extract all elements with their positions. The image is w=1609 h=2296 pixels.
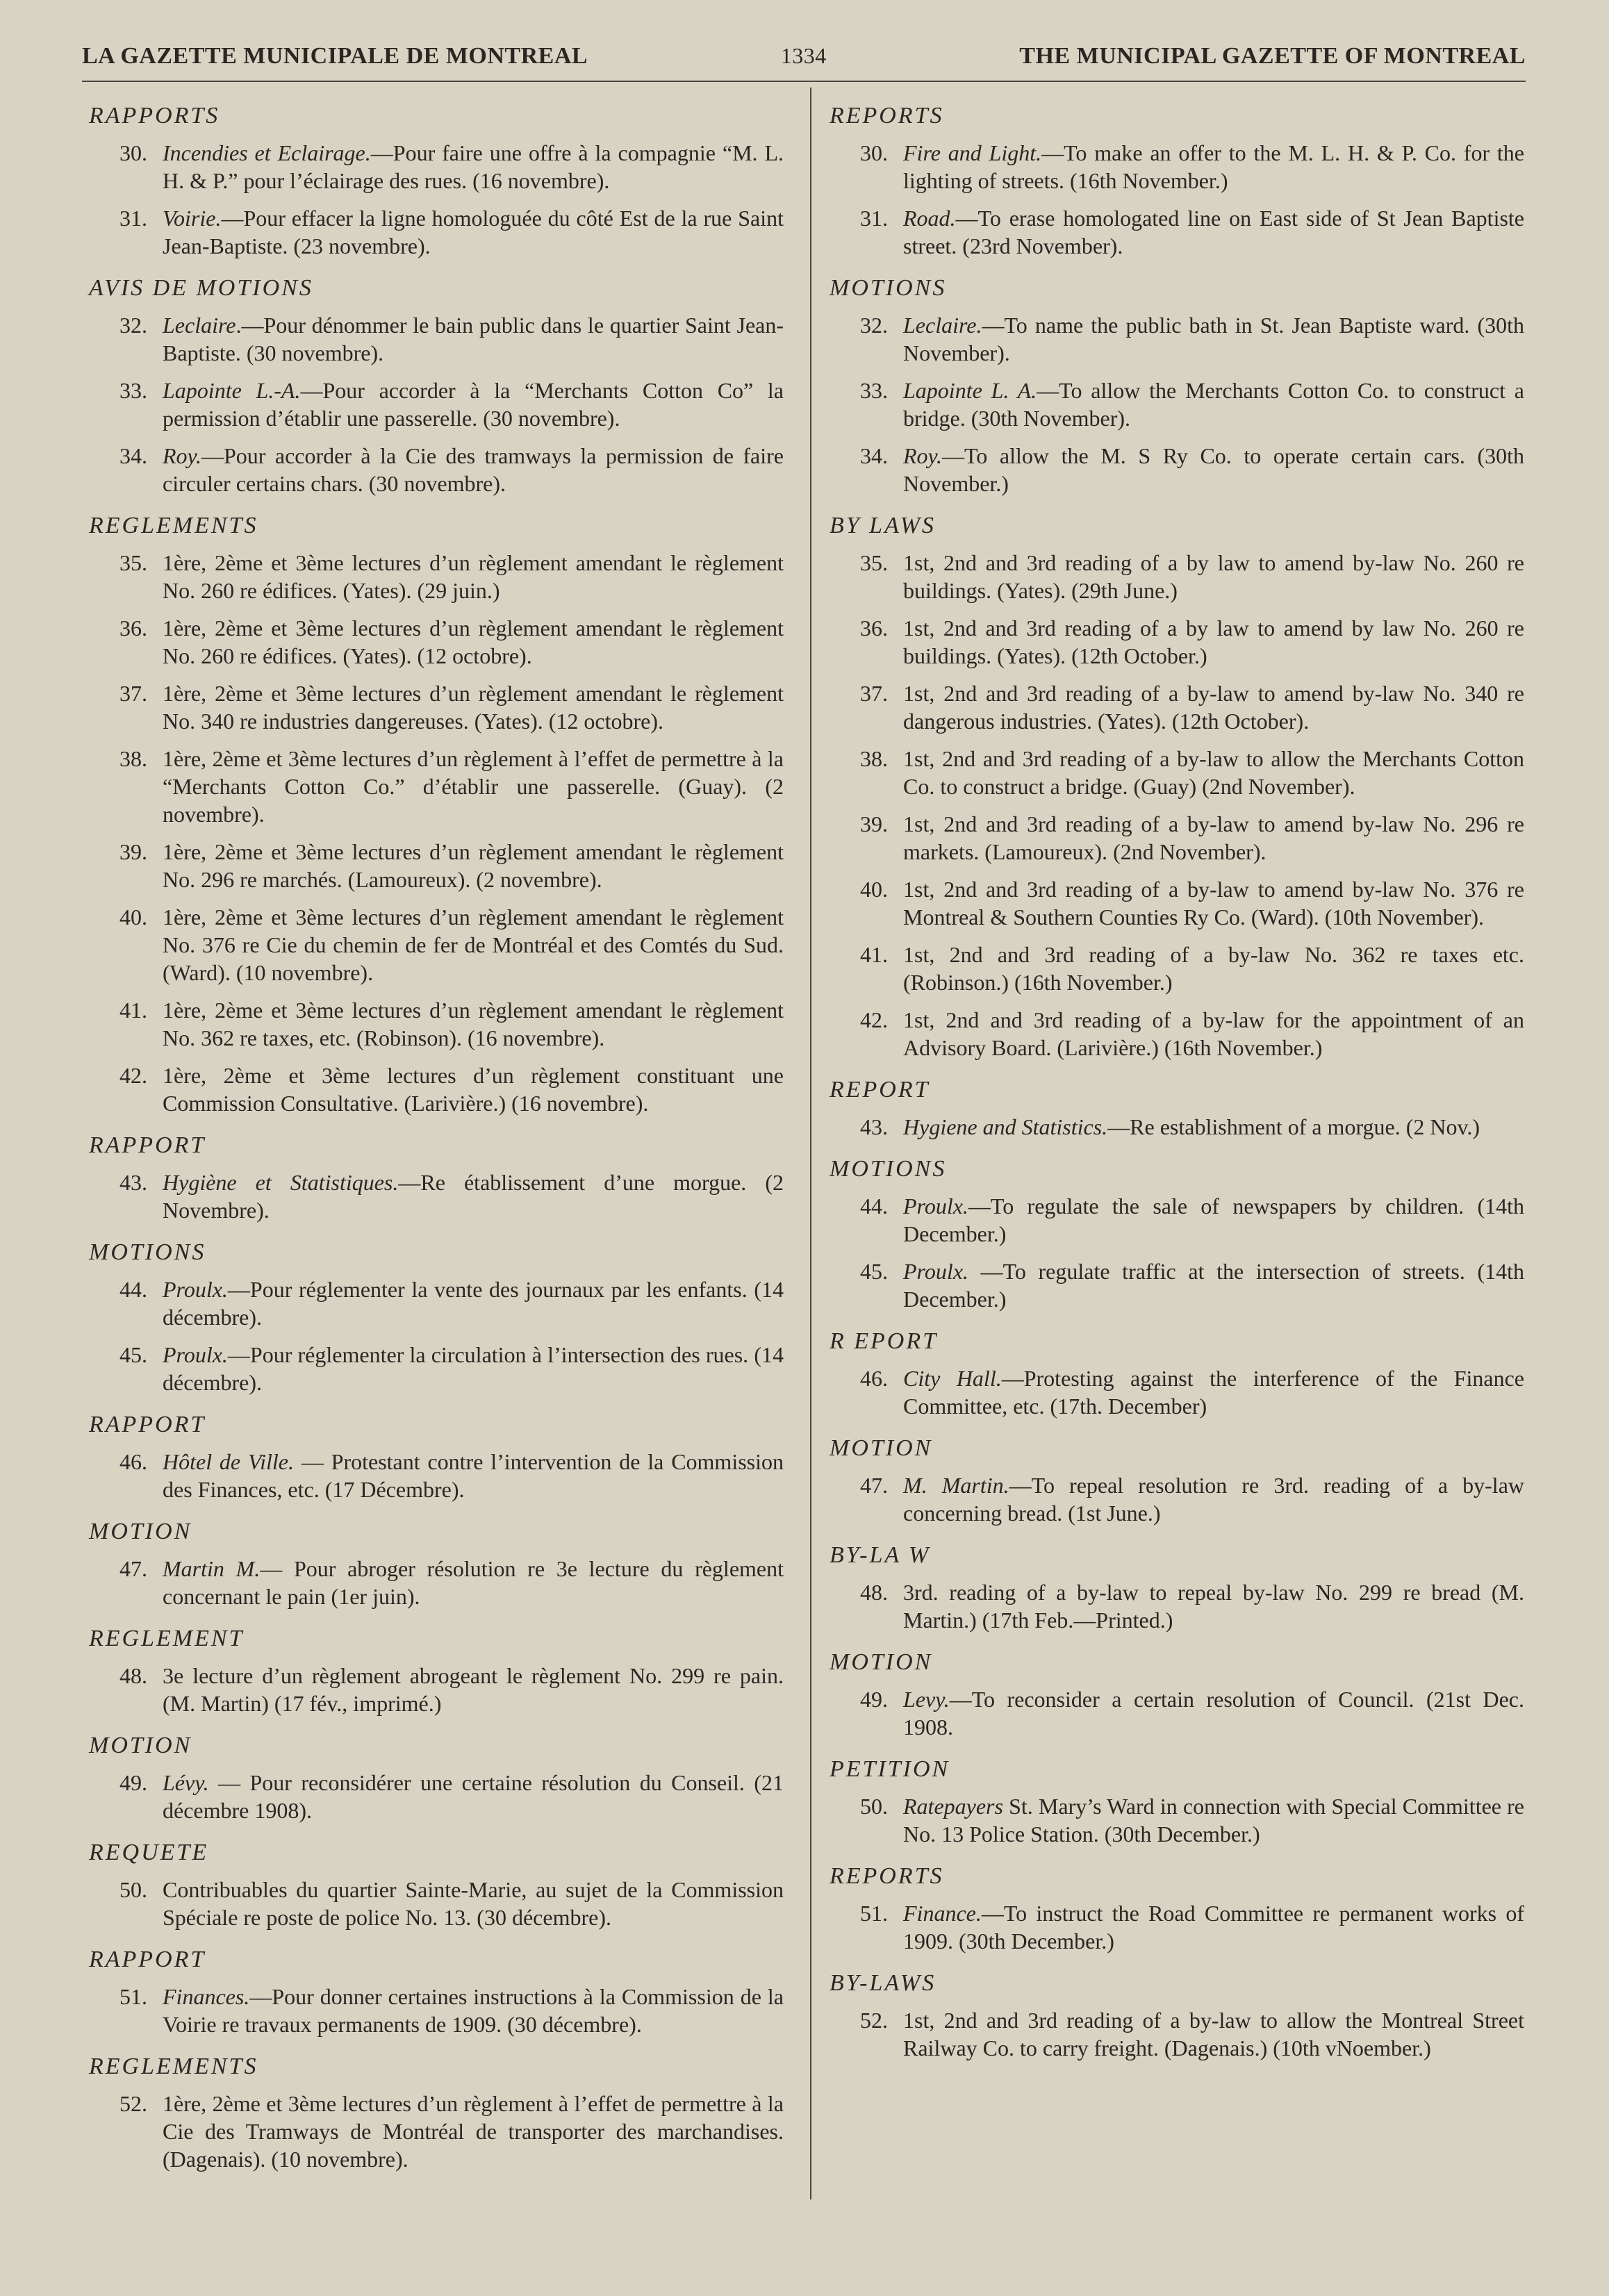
item-subject: Roy. xyxy=(163,443,201,468)
item-text xyxy=(163,903,784,986)
item-number: 46. xyxy=(860,1366,888,1391)
agenda-item xyxy=(82,377,784,432)
agenda-item xyxy=(823,1364,1524,1420)
item-number: 45. xyxy=(119,1342,147,1367)
item-body: 1st, 2nd and 3rd reading of a by-law to amend by-law No. 296 re markets. (Lamoureux). (2nd November). xyxy=(903,811,1524,864)
item-number: 49. xyxy=(860,1687,888,1712)
item-body: —Pour réglementer la vente des journaux par les enfants. (14 décembre). xyxy=(163,1277,784,1330)
item-number: 48. xyxy=(119,1663,147,1688)
item-number: 31. xyxy=(860,206,888,231)
agenda-item xyxy=(82,838,784,893)
section-title: REPORTS xyxy=(830,1863,944,1889)
item-text xyxy=(903,204,1524,260)
item-number: 51. xyxy=(119,1984,147,2009)
agenda-item xyxy=(82,679,784,735)
item-subject: Finances. xyxy=(163,1984,250,2009)
agenda-item xyxy=(823,311,1524,367)
section-title: BY LAWS xyxy=(830,513,936,538)
item-subject: Road. xyxy=(903,206,956,231)
agenda-item xyxy=(823,745,1524,800)
section-title: RAPPORT xyxy=(89,1132,206,1158)
page-header xyxy=(82,43,1526,82)
item-number: 30. xyxy=(119,140,147,165)
agenda-item xyxy=(82,139,784,195)
item-body: 1ère, 2ème et 3ème lectures d’un règlement constituant une Commission Consultative. (Larivière.) (16 novembre). xyxy=(163,1063,784,1116)
item-text xyxy=(903,1685,1524,1741)
agenda-item xyxy=(82,2090,784,2173)
item-number: 46. xyxy=(119,1449,147,1474)
agenda-item xyxy=(823,139,1524,195)
item-number: 32. xyxy=(860,313,888,338)
item-text xyxy=(903,549,1524,604)
item-number: 42. xyxy=(119,1063,147,1088)
item-subject: Voirie. xyxy=(163,206,222,231)
item-body: —To repeal resolution re 3rd. reading of a by-law concerning bread. (1st June.) xyxy=(903,1473,1525,1526)
agenda-item xyxy=(823,377,1524,432)
item-number: 33. xyxy=(119,378,147,403)
agenda-item xyxy=(823,810,1524,866)
item-text xyxy=(163,1769,784,1824)
item-text xyxy=(163,204,784,260)
item-body: 1st, 2nd and 3rd reading of a by-law to allow the Montreal Street Railway Co. to carry freight. (Dagenais.) (10th vNoember.) xyxy=(903,2008,1524,2060)
item-body: 1ère, 2ème et 3ème lectures d’un règlement amendant le règlement No. 260 re édifices. (Yates). (29 juin.) xyxy=(163,550,784,603)
item-number: 48. xyxy=(860,1580,888,1605)
section-title: PETITION xyxy=(830,1756,950,1782)
item-body: 1ère, 2ème et 3ème lectures d’un règlement amendant le règlement No. 340 re industries dangereuses. (Yates). (12 octobre). xyxy=(163,681,784,734)
agenda-item xyxy=(82,1275,784,1331)
item-body: —To instruct the Road Committee re permanent works of 1909. (30th December.) xyxy=(903,1901,1524,1954)
item-text xyxy=(903,1192,1524,1248)
item-text xyxy=(903,1471,1524,1527)
item-text xyxy=(163,1341,784,1396)
item-body: 1ère, 2ème et 3ème lectures d’un règlement à l’effet de permettre à la Cie des Tramways de Montréal de transporter des marchandises. (Dagenais). (10 novembre). xyxy=(163,2091,784,2172)
item-number: 33. xyxy=(860,378,888,403)
item-number: 37. xyxy=(119,681,147,706)
section-title: MOTIONS xyxy=(830,1156,947,1182)
agenda-item xyxy=(82,549,784,604)
agenda-item xyxy=(823,1899,1524,1955)
item-number: 32. xyxy=(119,313,147,338)
section-title: BY-LA W xyxy=(830,1542,931,1568)
page-number: 1334 xyxy=(780,43,827,68)
section-title: REPORT xyxy=(830,1077,930,1102)
item-body: 1st, 2nd and 3rd reading of a by-law No. 362 re taxes etc. (Robinson.) (16th November.) xyxy=(903,942,1524,995)
agenda-item xyxy=(82,903,784,986)
item-number: 47. xyxy=(860,1473,888,1498)
item-body: —To regulate the sale of newspapers by children. (14th December.) xyxy=(903,1194,1524,1246)
item-text xyxy=(163,1662,784,1717)
item-number: 51. xyxy=(860,1901,888,1926)
item-body: 1st, 2nd and 3rd reading of a by law to amend by law No. 260 re buildings. (Yates). (12th October.) xyxy=(903,616,1524,668)
item-text xyxy=(903,1006,1524,1062)
item-body: 1ère, 2ème et 3ème lectures d’un règlement amendant le règlement No. 260 re édifices. (Yates). (12 octobre). xyxy=(163,616,784,668)
column-divider xyxy=(810,88,811,2199)
section-title: RAPPORT xyxy=(89,1412,206,1437)
section-title: BY-LAWS xyxy=(830,1970,936,1996)
item-text xyxy=(903,1113,1524,1141)
item-number: 31. xyxy=(119,206,147,231)
section-title: MOTIONS xyxy=(89,1239,206,1265)
item-text xyxy=(163,1275,784,1331)
item-subject: Leclaire. xyxy=(903,313,982,338)
item-number: 34. xyxy=(860,443,888,468)
item-text xyxy=(903,1257,1524,1313)
item-text xyxy=(163,2090,784,2173)
item-body: St. Mary’s Ward in connection with Special Committee re No. 13 Police Station. (30th December.) xyxy=(903,1794,1524,1847)
agenda-item xyxy=(823,941,1524,996)
item-subject: Fire and Light. xyxy=(903,140,1042,165)
french-column xyxy=(82,88,800,2183)
section-title: REGLEMENT xyxy=(89,1626,245,1651)
agenda-item xyxy=(823,1685,1524,1741)
item-text xyxy=(903,1899,1524,1955)
item-text xyxy=(903,810,1524,866)
item-body: —Pour accorder à la “Merchants Cotton Co” la permission d’établir une passerelle. (30 novembre). xyxy=(163,378,784,431)
agenda-item xyxy=(823,442,1524,497)
item-body: —Pour faire une offre à la compagnie “M. L. H. & P.” pour l’éclairage des rues. (16 novembre). xyxy=(163,140,784,193)
agenda-item xyxy=(82,311,784,367)
item-subject: Finance. xyxy=(903,1901,982,1926)
agenda-item xyxy=(823,1113,1524,1141)
item-subject: Leclaire xyxy=(163,313,236,338)
section-title: RAPPORT xyxy=(89,1947,206,1972)
item-text xyxy=(903,139,1524,195)
item-number: 38. xyxy=(860,746,888,771)
agenda-item xyxy=(82,1341,784,1396)
item-body: Contribuables du quartier Sainte-Marie, au sujet de la Commission Spéciale re poste de police No. 13. (30 décembre). xyxy=(163,1877,784,1930)
item-subject: Proulx. xyxy=(163,1277,228,1302)
agenda-item xyxy=(823,2006,1524,2062)
item-text xyxy=(903,311,1524,367)
agenda-item xyxy=(82,1448,784,1503)
item-body: —Pour donner certaines instructions à la Commission de la Voirie re travaux permanents de 1909. (30 décembre). xyxy=(163,1984,784,2037)
agenda-item xyxy=(82,996,784,1052)
item-number: 50. xyxy=(860,1794,888,1819)
item-text xyxy=(903,442,1524,497)
agenda-item xyxy=(823,1792,1524,1848)
agenda-item xyxy=(823,204,1524,260)
agenda-item xyxy=(823,1006,1524,1062)
item-body: 1st, 2nd and 3rd reading of a by-law for the appointment of an Advisory Board. (Larivière.) (16th November.) xyxy=(903,1007,1524,1060)
item-number: 44. xyxy=(860,1194,888,1219)
item-text xyxy=(163,614,784,670)
item-number: 40. xyxy=(860,877,888,902)
item-body: 1ère, 2ème et 3ème lectures d’un règlement amendant le règlement No. 296 re marchés. (Lamoureux). (2 novembre). xyxy=(163,839,784,892)
item-number: 37. xyxy=(860,681,888,706)
item-body: —To allow the Merchants Cotton Co. to construct a bridge. (30th November). xyxy=(903,378,1525,431)
item-number: 35. xyxy=(119,550,147,575)
item-text xyxy=(163,549,784,604)
item-text xyxy=(163,1062,784,1117)
item-body: —To reconsider a certain resolution of Council. (21st Dec. 1908. xyxy=(903,1687,1524,1740)
item-number: 35. xyxy=(860,550,888,575)
item-body: 1ère, 2ème et 3ème lectures d’un règlement à l’effet de permettre à la “Merchants Cotton Co.” d’établir une passerelle. (Guay). (2 novembre). xyxy=(163,746,784,827)
section-title: REGLEMENTS xyxy=(89,2054,258,2079)
item-subject: Ratepayers xyxy=(903,1794,1003,1819)
item-subject: Lapointe L.-A. xyxy=(163,378,301,403)
item-number: 45. xyxy=(860,1259,888,1284)
item-number: 44. xyxy=(119,1277,147,1302)
item-subject: Lapointe L. A. xyxy=(903,378,1037,403)
item-body: 1st, 2nd and 3rd reading of a by-law to amend by-law No. 340 re dangerous industries. (Yates). (12th October). xyxy=(903,681,1524,734)
item-number: 39. xyxy=(860,811,888,836)
item-subject: Incendies et Eclairage. xyxy=(163,140,371,165)
item-subject: Proulx. xyxy=(903,1194,968,1219)
item-body: —To name the public bath in St. Jean Baptiste ward. (30th November). xyxy=(903,313,1524,365)
item-body: 1st, 2nd and 3rd reading of a by-law to allow the Merchants Cotton Co. to construct a bridge. (Guay) (2nd November). xyxy=(903,746,1524,799)
item-body: 1st, 2nd and 3rd reading of a by-law to amend by-law No. 376 re Montreal & Southern Counties Ry Co. (Ward). (10th November). xyxy=(903,877,1524,930)
item-body: —To make an offer to the M. L. H. & P. Co. for the lighting of streets. (16th November.) xyxy=(903,140,1525,193)
item-text xyxy=(163,1555,784,1610)
section-title: MOTIONS xyxy=(830,275,947,301)
item-number: 36. xyxy=(860,616,888,641)
item-subject: City Hall. xyxy=(903,1366,1002,1391)
item-text xyxy=(903,1364,1524,1420)
section-title: RAPPORTS xyxy=(89,103,220,129)
header-title-english: THE MUNICIPAL GAZETTE OF MONTREAL xyxy=(1019,43,1526,69)
section-title: REQUETE xyxy=(89,1840,209,1865)
agenda-item xyxy=(823,549,1524,604)
item-text xyxy=(163,1168,784,1224)
item-text xyxy=(163,442,784,497)
item-number: 49. xyxy=(119,1770,147,1795)
item-number: 52. xyxy=(860,2008,888,2033)
item-text xyxy=(903,614,1524,670)
item-body: —To regulate traffic at the intersection of streets. (14th December.) xyxy=(903,1259,1524,1312)
item-text xyxy=(163,679,784,735)
section-title: MOTION xyxy=(830,1649,933,1675)
agenda-item xyxy=(823,614,1524,670)
item-text xyxy=(163,139,784,195)
agenda-item xyxy=(82,1983,784,2038)
item-text xyxy=(163,838,784,893)
item-body: 3e lecture d’un règlement abrogeant le règlement No. 299 re pain. (M. Martin) (17 fév., imprimé.) xyxy=(163,1663,784,1716)
agenda-item xyxy=(82,1662,784,1717)
item-subject: Hôtel de Ville. xyxy=(163,1449,294,1474)
section-title: REPORTS xyxy=(830,103,944,129)
section-title: REGLEMENTS xyxy=(89,513,258,538)
item-body: —Pour accorder à la Cie des tramways la permission de faire circuler certains chars. (30 novembre). xyxy=(163,443,784,496)
agenda-item xyxy=(82,745,784,828)
agenda-item xyxy=(823,1471,1524,1527)
item-subject: M. Martin. xyxy=(903,1473,1009,1498)
item-body: .—Pour dénommer le bain public dans le quartier Saint Jean-Baptiste. (30 novembre). xyxy=(163,313,784,365)
item-number: 40. xyxy=(119,905,147,930)
agenda-item xyxy=(82,1168,784,1224)
item-number: 43. xyxy=(119,1170,147,1195)
item-body: —Re establishment of a morgue. (2 Nov.) xyxy=(1107,1114,1480,1139)
item-body: 1ère, 2ème et 3ème lectures d’un règlement amendant le règlement No. 376 re Cie du chemin de fer de Montréal et des Comtés du Sud. (Ward). (10 novembre). xyxy=(163,905,784,985)
item-subject: Proulx. xyxy=(903,1259,968,1284)
item-subject: Lévy. xyxy=(163,1770,209,1795)
item-text xyxy=(903,1792,1524,1848)
item-body: — Pour abroger résolution re 3e lecture du règlement concernant le pain (1er juin). xyxy=(163,1556,784,1609)
item-text xyxy=(163,311,784,367)
item-number: 41. xyxy=(860,942,888,967)
item-subject: Roy. xyxy=(903,443,942,468)
item-body: 3rd. reading of a by-law to repeal by-law No. 299 re bread (M. Martin.) (17th Feb.—Printed.) xyxy=(903,1580,1524,1633)
item-body: —To erase homologated line on East side of St Jean Baptiste street. (23rd November). xyxy=(903,206,1524,258)
item-number: 36. xyxy=(119,616,147,641)
item-number: 52. xyxy=(119,2091,147,2116)
item-body: 1st, 2nd and 3rd reading of a by law to amend by-law No. 260 re buildings. (Yates). (29th June.) xyxy=(903,550,1524,603)
agenda-item xyxy=(82,442,784,497)
item-subject: Levy. xyxy=(903,1687,950,1712)
item-text xyxy=(903,875,1524,931)
section-title: MOTION xyxy=(830,1435,933,1461)
columns xyxy=(82,88,1526,2183)
item-text xyxy=(163,745,784,828)
item-subject: Hygiène et Statistiques. xyxy=(163,1170,399,1195)
item-text xyxy=(903,679,1524,735)
item-number: 43. xyxy=(860,1114,888,1139)
item-text xyxy=(163,1983,784,2038)
item-body: —Pour réglementer la circulation à l’intersection des rues. (14 décembre). xyxy=(163,1342,784,1395)
item-body: —To allow the M. S Ry Co. to operate certain cars. (30th November.) xyxy=(903,443,1524,496)
item-number: 39. xyxy=(119,839,147,864)
item-text xyxy=(163,996,784,1052)
item-body: —Protesting against the interference of the Finance Committee, etc. (17th. December) xyxy=(903,1366,1525,1419)
section-title: AVIS DE MOTIONS xyxy=(89,275,313,301)
item-number: 38. xyxy=(119,746,147,771)
agenda-item xyxy=(823,875,1524,931)
agenda-item xyxy=(82,1555,784,1610)
item-text xyxy=(163,1448,784,1503)
item-body: 1ère, 2ème et 3ème lectures d’un règlement amendant le règlement No. 362 re taxes, etc. (Robinson). (16 novembre). xyxy=(163,998,784,1050)
item-body: —Pour effacer la ligne homologuée du côté Est de la rue Saint Jean-Baptiste. (23 novembre). xyxy=(163,206,784,258)
item-body: — Protestant contre l’intervention de la Commission des Finances, etc. (17 Décembre). xyxy=(163,1449,784,1502)
agenda-item xyxy=(823,1192,1524,1248)
item-text xyxy=(903,745,1524,800)
agenda-item xyxy=(82,1062,784,1117)
item-number: 50. xyxy=(119,1877,147,1902)
item-text xyxy=(163,377,784,432)
section-title: R EPORT xyxy=(830,1328,939,1354)
item-subject: Martin M. xyxy=(163,1556,261,1581)
item-number: 30. xyxy=(860,140,888,165)
agenda-item xyxy=(82,1876,784,1931)
item-number: 41. xyxy=(119,998,147,1023)
agenda-item xyxy=(823,679,1524,735)
item-text xyxy=(903,941,1524,996)
agenda-item xyxy=(82,204,784,260)
agenda-item xyxy=(823,1257,1524,1313)
header-title-french: LA GAZETTE MUNICIPALE DE MONTREAL xyxy=(82,43,588,69)
agenda-item xyxy=(82,614,784,670)
item-text xyxy=(903,377,1524,432)
section-title: MOTION xyxy=(89,1733,192,1758)
item-number: 34. xyxy=(119,443,147,468)
item-text xyxy=(903,2006,1524,2062)
item-number: 42. xyxy=(860,1007,888,1032)
item-text xyxy=(163,1876,784,1931)
agenda-item xyxy=(82,1769,784,1824)
item-text xyxy=(903,1578,1524,1634)
item-subject: Proulx. xyxy=(163,1342,228,1367)
english-column xyxy=(800,88,1524,2183)
item-number: 47. xyxy=(119,1556,147,1581)
item-body: — Pour reconsidérer une certaine résolution du Conseil. (21 décembre 1908). xyxy=(163,1770,784,1823)
item-subject: Hygiene and Statistics. xyxy=(903,1114,1108,1139)
agenda-item xyxy=(823,1578,1524,1634)
item-body: —Re établissement d’une morgue. (2 Novembre). xyxy=(163,1170,784,1223)
section-title: MOTION xyxy=(89,1519,192,1544)
